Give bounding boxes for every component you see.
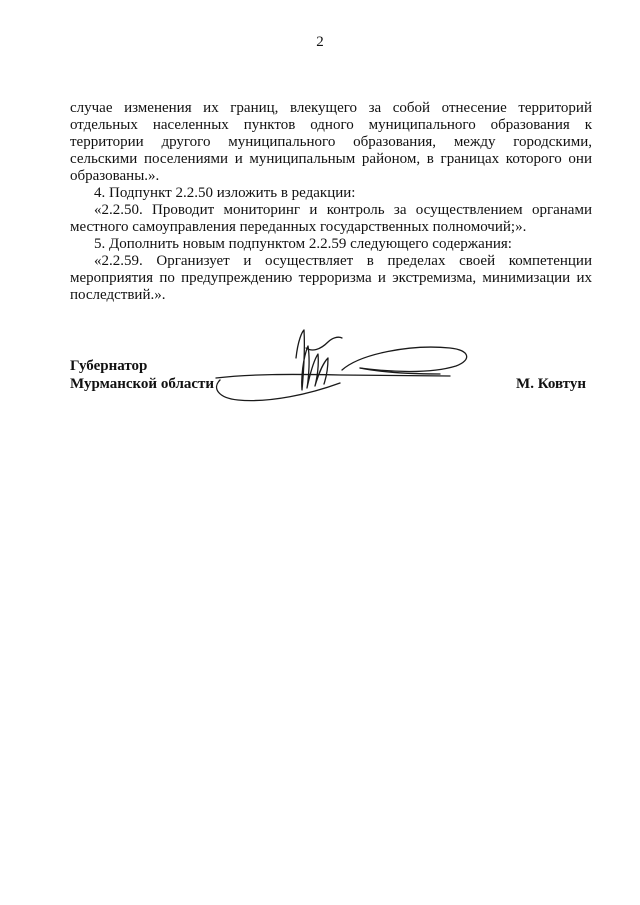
paragraph-item-2-2-50: «2.2.50. Проводит мониторинг и контроль за осуществлением органами местного самоуправления переданных государственных полномочий;».: [70, 202, 592, 235]
signature-block: [70, 340, 592, 430]
page-number: 2: [316, 34, 324, 50]
signatory-region: Мурманской области: [70, 376, 215, 392]
paragraph-item-2-2-59: «2.2.59. Организует и осуществляет в пределах своей компетенции мероприятия по предупреждению терроризма и экстремизма, минимизации их последствий.».: [70, 253, 592, 303]
paragraph-continuation: случае изменения их границ, влекущего за собой отнесение территорий отдельных населенных пунктов одного муниципального образования к территории другого муниципального образования, между городскими, сельскими поселениями и муниципальным районом, в границах которого они образованы.».: [70, 100, 592, 184]
signatory-name: М. Ковтун: [516, 376, 586, 392]
paragraph-item-4: 4. Подпункт 2.2.50 изложить в редакции:: [94, 185, 356, 201]
paragraph-item-5: 5. Дополнить новым подпунктом 2.2.59 следующего содержания:: [94, 236, 512, 252]
handwritten-signature: [210, 328, 530, 418]
document-body: [70, 100, 592, 304]
signatory-title: Губернатор: [70, 358, 148, 374]
